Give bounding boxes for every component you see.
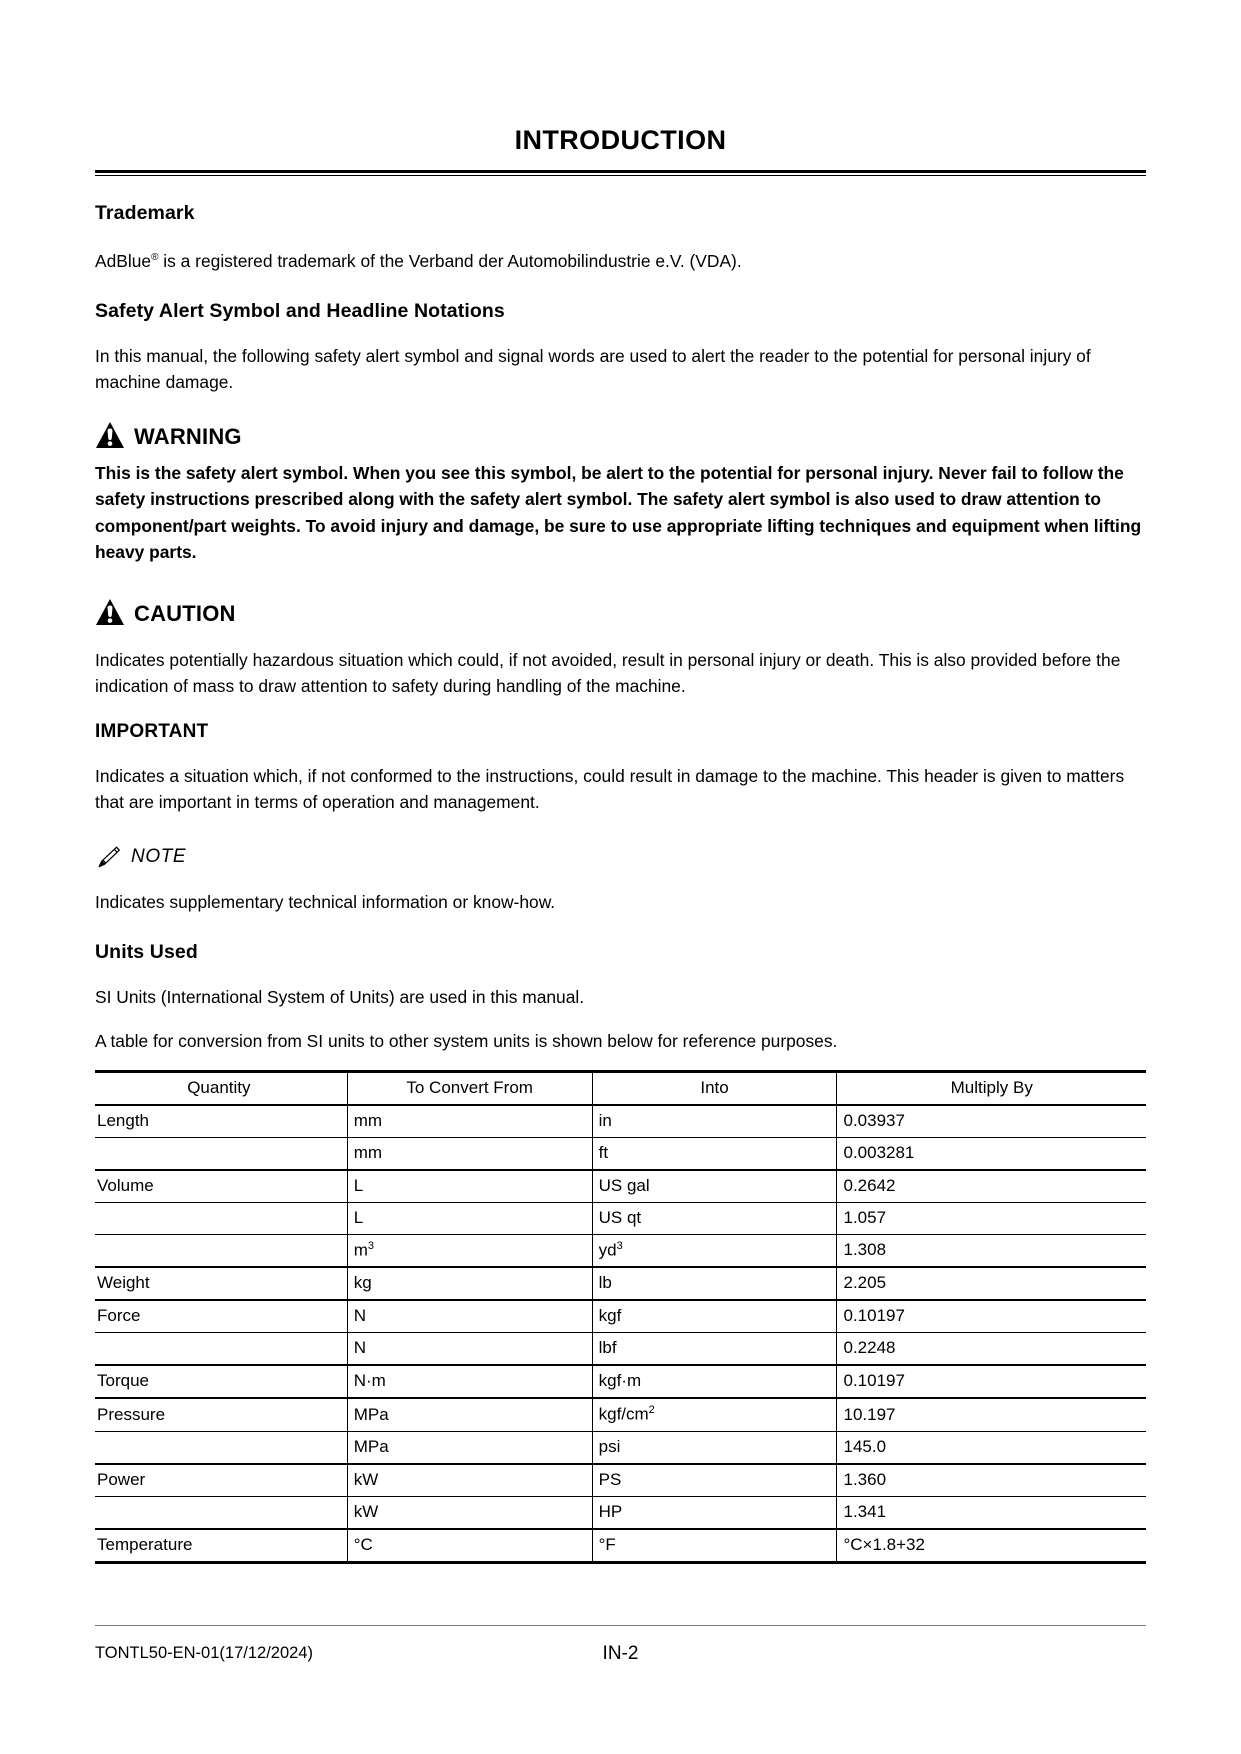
- cell-multiply-by: °C×1.8+32: [837, 1529, 1146, 1563]
- cell-multiply-by: 1.308: [837, 1234, 1146, 1267]
- warning-header: [95, 421, 1146, 450]
- cell-into: $yd^3$: [592, 1234, 837, 1267]
- cell-multiply-by: 10.197: [837, 1398, 1146, 1431]
- cell-multiply-by: 0.03937: [837, 1105, 1146, 1138]
- unit-conversion-table: [95, 1070, 1146, 1564]
- column-header-quantity: Quantity: [95, 1071, 347, 1105]
- caution-body: Indicates potentially hazardous situation which could, if not avoided, result in personal injury or death. This is also provided before the indication of mass to draw attention to safety during handling of the machine.: [95, 649, 1121, 696]
- cell-multiply-by: 1.341: [837, 1497, 1146, 1530]
- cell-multiply-by: 0.10197: [837, 1300, 1146, 1333]
- footer-divider: [95, 1625, 1146, 1626]
- cell-quantity: [95, 1333, 347, 1366]
- cell-quantity: Temperature: [95, 1529, 347, 1563]
- units-paragraph-2: A table for conversion from SI units to other system units is shown below for reference purposes.: [95, 1030, 838, 1051]
- cell-quantity: Torque: [95, 1365, 347, 1398]
- cell-quantity: [95, 1497, 347, 1530]
- trademark-heading: Trademark: [95, 202, 195, 224]
- cell-multiply-by: 145.0: [837, 1432, 1146, 1465]
- cell-convert-from: L: [347, 1202, 592, 1234]
- cell-convert-from: MPa: [347, 1398, 592, 1431]
- cell-multiply-by: 0.2248: [837, 1333, 1146, 1366]
- table-row: [95, 1234, 1146, 1267]
- cell-into: lb: [592, 1267, 837, 1300]
- important-body: Indicates a situation which, if not conformed to the instructions, could result in damage to the machine. This header is given to matters that are important in terms of operation and management.: [95, 765, 1125, 812]
- table-row: [95, 1464, 1146, 1497]
- title-divider-thick-rule: [95, 170, 1146, 173]
- cell-into: lbf: [592, 1333, 837, 1366]
- cell-quantity: Weight: [95, 1267, 347, 1300]
- cell-quantity: Volume: [95, 1170, 347, 1203]
- column-header-into: Into: [592, 1071, 837, 1105]
- cell-into: HP: [592, 1497, 837, 1530]
- cell-convert-from: mm: [347, 1137, 592, 1170]
- table-header: [95, 1071, 1146, 1105]
- cell-into: psi: [592, 1432, 837, 1465]
- units-used-heading: Units Used: [95, 940, 198, 963]
- safety-notations-heading: Safety Alert Symbol and Headline Notations: [95, 299, 505, 322]
- table-row: [95, 1432, 1146, 1465]
- safety-notations-intro: In this manual, the following safety alert symbol and signal words are used to alert the reader to the potential for personal injury of machine damage.: [95, 345, 1091, 392]
- title-divider-thin-rule: [95, 175, 1146, 176]
- cell-quantity: Force: [95, 1300, 347, 1333]
- footer-content: [95, 1644, 1146, 1668]
- cell-multiply-by: 0.10197: [837, 1365, 1146, 1398]
- note-label: NOTE: [131, 845, 187, 867]
- trademark-sentence: is a registered trademark of the Verband der Automobilindustrie e.V. (VDA).: [158, 250, 742, 271]
- cell-multiply-by: 0.2642: [837, 1170, 1146, 1203]
- cell-into: kgf/$cm^2$: [592, 1398, 837, 1431]
- units-paragraph-1: SI Units (International System of Units) are used in this manual.: [95, 986, 585, 1007]
- cell-quantity: Power: [95, 1464, 347, 1497]
- trademark-text: [95, 245, 1146, 274]
- cell-into: kgf: [592, 1300, 837, 1333]
- note-body: Indicates supplementary technical information or know-how.: [95, 891, 556, 912]
- table-row: [95, 1202, 1146, 1234]
- page-footer: [95, 1625, 1146, 1668]
- cell-into: in: [592, 1105, 837, 1138]
- superscript: 3: [367, 1239, 375, 1252]
- cell-multiply-by: 0.003281: [837, 1137, 1146, 1170]
- table-row: [95, 1398, 1146, 1431]
- cell-quantity: [95, 1202, 347, 1234]
- caution-header: [95, 598, 1146, 627]
- cell-convert-from: °C: [347, 1529, 592, 1563]
- cell-multiply-by: 1.057: [837, 1202, 1146, 1234]
- cell-quantity: Length: [95, 1105, 347, 1138]
- cell-convert-from: kW: [347, 1497, 592, 1530]
- warning-label: WARNING: [134, 423, 242, 449]
- table-row: [95, 1137, 1146, 1170]
- table-row: [95, 1497, 1146, 1530]
- cell-convert-from: $m^3$: [347, 1234, 592, 1267]
- page-number: IN-2: [602, 1643, 639, 1664]
- cell-quantity: [95, 1234, 347, 1267]
- table-row: [95, 1300, 1146, 1333]
- cell-into: ft: [592, 1137, 837, 1170]
- cell-convert-from: MPa: [347, 1432, 592, 1465]
- trademark-name: AdBlue: [95, 250, 152, 271]
- table-row: [95, 1105, 1146, 1138]
- cell-quantity: Pressure: [95, 1398, 347, 1431]
- table-row: [95, 1529, 1146, 1563]
- cell-into: kgf·m: [592, 1365, 837, 1398]
- cell-convert-from: kW: [347, 1464, 592, 1497]
- cell-into: °F: [592, 1529, 837, 1563]
- cell-convert-from: kg: [347, 1267, 592, 1300]
- page-title: INTRODUCTION: [514, 125, 727, 155]
- table-row: [95, 1170, 1146, 1203]
- cell-convert-from: mm: [347, 1105, 592, 1138]
- cell-quantity: [95, 1432, 347, 1465]
- warning-body: This is the safety alert symbol. When you see this symbol, be alert to the potential for personal injury. Never fail to follow the safety instructions prescribed along with the safety alert symbol. The safety alert symbol is also used to draw attention to component/part weights. To avoid injury and damage, be sure to use appropriate lifting techniques and equipment when lifting heavy parts.: [95, 462, 1142, 563]
- superscript: 2: [648, 1404, 655, 1417]
- table-header-row: [95, 1071, 1146, 1105]
- table-body: [95, 1105, 1146, 1563]
- registered-mark-symbol: ®: [151, 252, 159, 263]
- cell-into: US qt: [592, 1202, 837, 1234]
- cell-convert-from: N·m: [347, 1365, 592, 1398]
- document-code: TONTL50-EN-01(17/12/2024): [95, 1644, 313, 1662]
- safety-alert-triangle-icon: [95, 421, 125, 450]
- note-header: [95, 845, 1146, 869]
- cell-into: US gal: [592, 1170, 837, 1203]
- cell-multiply-by: 1.360: [837, 1464, 1146, 1497]
- cell-convert-from: N: [347, 1300, 592, 1333]
- table-row: [95, 1267, 1146, 1300]
- table-row: [95, 1365, 1146, 1398]
- pencil-icon: [95, 845, 121, 869]
- column-header-to-convert-from: To Convert From: [347, 1071, 592, 1105]
- cell-convert-from: N: [347, 1333, 592, 1366]
- caution-label: CAUTION: [134, 600, 236, 626]
- cell-quantity: [95, 1137, 347, 1170]
- table-row: [95, 1333, 1146, 1366]
- title-divider: [95, 170, 1146, 176]
- cell-convert-from: L: [347, 1170, 592, 1203]
- superscript: 3: [616, 1239, 623, 1252]
- cell-into: PS: [592, 1464, 837, 1497]
- important-heading: IMPORTANT: [95, 720, 209, 742]
- column-header-multiply-by: Multiply By: [837, 1071, 1146, 1105]
- safety-alert-triangle-icon: [95, 598, 125, 627]
- cell-multiply-by: 2.205: [837, 1267, 1146, 1300]
